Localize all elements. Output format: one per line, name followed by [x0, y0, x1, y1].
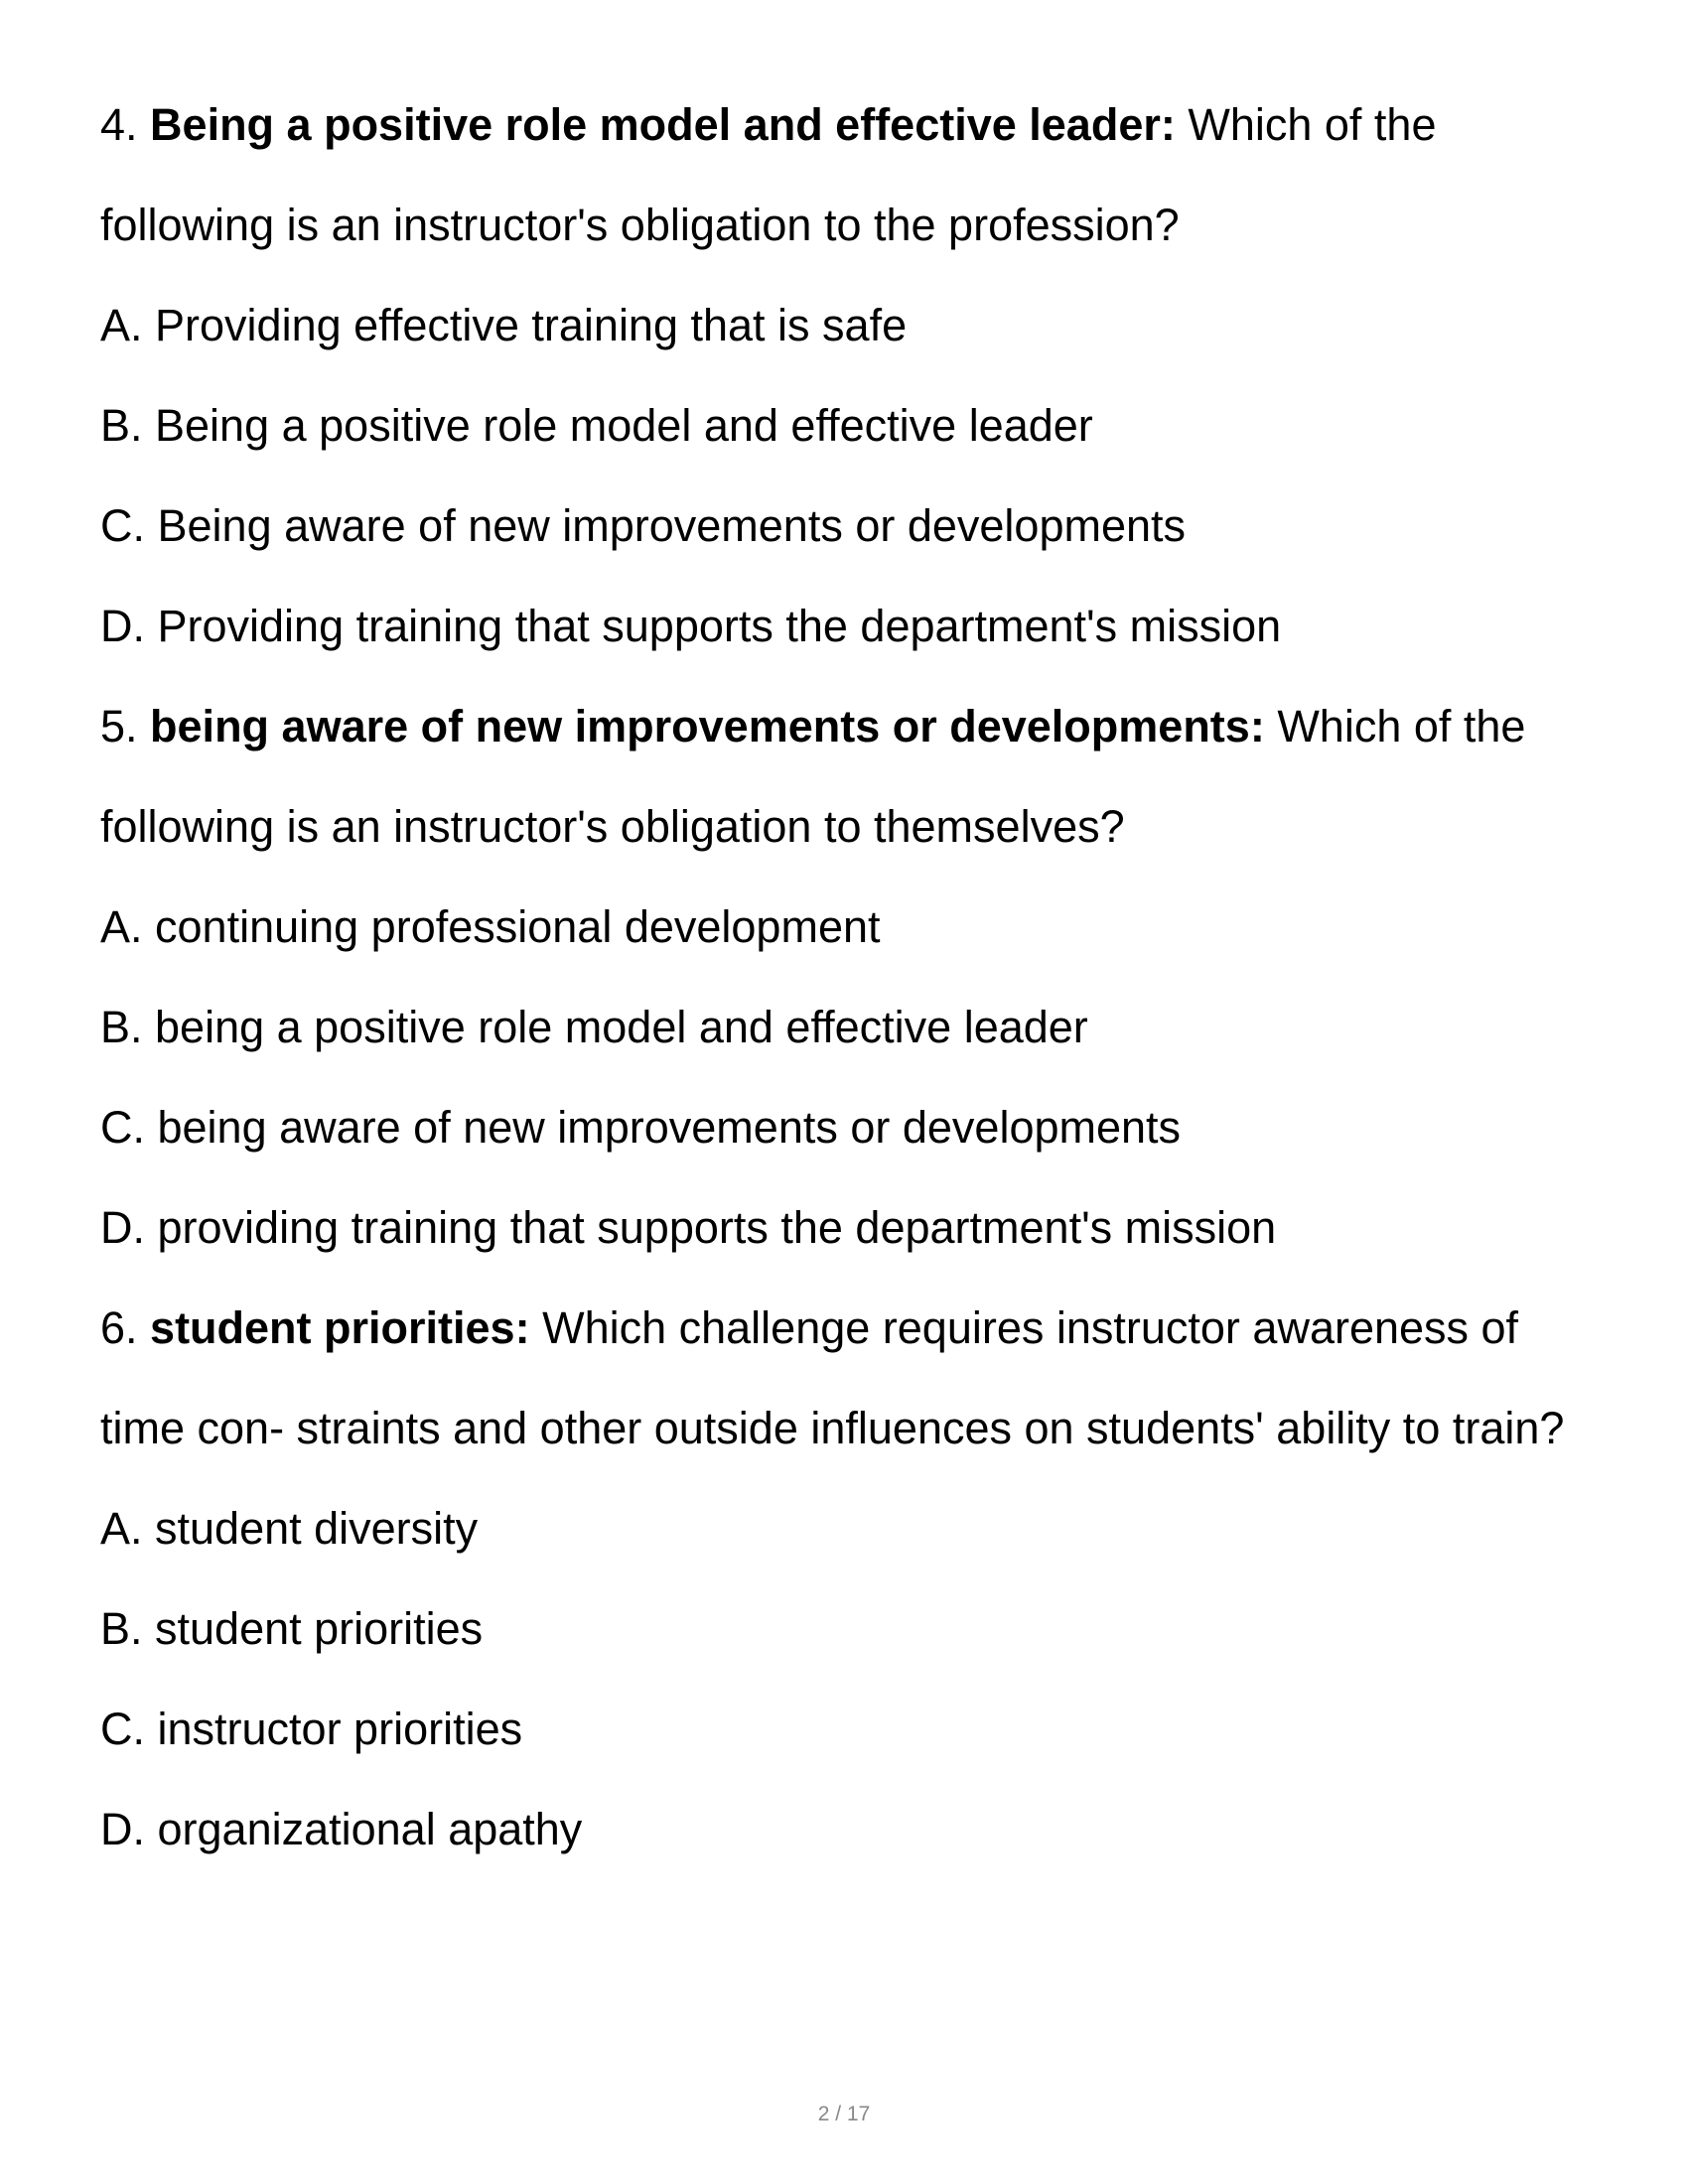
question-6-option-c: C. instructor priorities	[100, 1704, 523, 1754]
question-6-option-d: D. organizational apathy	[100, 1804, 583, 1854]
question-5-option-b: B. being a positive role model and effective leader	[100, 1002, 1088, 1052]
question-4-prompt-continued: following is an instructor's obligation to the profession?	[100, 200, 1180, 250]
question-answer-term: being aware of new improvements or developments:	[150, 701, 1265, 751]
question-prompt: Which of the	[1277, 701, 1526, 751]
question-5-prompt-continued: following is an instructor's obligation to themselves?	[100, 801, 1125, 852]
question-6-prompt-continued: time con- straints and other outside influences on students' ability to train?	[100, 1403, 1565, 1453]
question-4-option-d: D. Providing training that supports the department's mission	[100, 601, 1282, 651]
question-5-option-a: A. continuing professional development	[100, 901, 881, 952]
question-5-option-c: C. being aware of new improvements or developments	[100, 1102, 1182, 1153]
question-6-option-a: A. student diversity	[100, 1503, 479, 1554]
question-4-header	[100, 99, 1437, 151]
question-answer-term: Being a positive role model and effective leader:	[150, 99, 1176, 150]
question-6-option-b: B. student priorities	[100, 1603, 484, 1654]
page-number: 2 / 17	[817, 2103, 871, 2125]
question-prompt: Which challenge requires instructor awareness of	[542, 1302, 1519, 1353]
question-4-option-b: B. Being a positive role model and effective leader	[100, 400, 1093, 451]
question-5-option-d: D. providing training that supports the department's mission	[100, 1202, 1277, 1253]
question-number: 6.	[100, 1302, 138, 1353]
question-number: 5.	[100, 701, 138, 751]
question-answer-term: student priorities:	[150, 1302, 530, 1353]
question-4-option-c: C. Being aware of new improvements or developments	[100, 500, 1187, 551]
question-number: 4.	[100, 99, 138, 150]
question-4-option-a: A. Providing effective training that is safe	[100, 300, 908, 350]
question-5-header	[100, 701, 1525, 752]
question-prompt: Which of the	[1188, 99, 1437, 150]
question-6-header	[100, 1302, 1518, 1354]
